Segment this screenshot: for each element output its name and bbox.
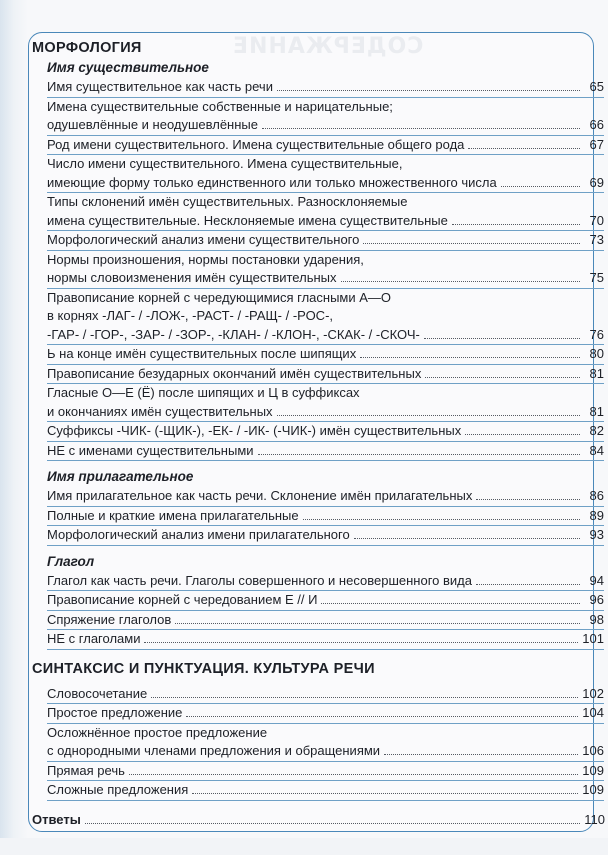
toc-entry-line — [47, 384, 604, 403]
dot-leader — [501, 186, 580, 187]
dot-leader — [175, 623, 580, 624]
toc-entry-line — [47, 251, 604, 270]
page-number: 73 — [589, 232, 604, 247]
toc-entry[interactable] — [47, 762, 604, 782]
toc-entry[interactable] — [47, 611, 604, 631]
toc-entry-line — [47, 345, 604, 364]
page-number: 65 — [589, 79, 604, 94]
toc-entry-line — [47, 422, 604, 441]
dot-leader — [129, 774, 578, 775]
ghost-heading: СОДЕРЖАНИЕ — [232, 34, 424, 59]
toc-entry-text: Число имени существительного. Имена существительные, — [47, 156, 403, 171]
toc-entry-text: Морфологический анализ имени прилагательного — [47, 527, 350, 542]
toc-entry[interactable] — [47, 384, 604, 422]
toc-entry-text: Словосочетание — [47, 685, 148, 701]
toc-entry[interactable] — [47, 155, 604, 193]
toc-entry-line — [47, 193, 604, 212]
dot-leader — [85, 823, 580, 824]
toc-entry[interactable] — [47, 365, 604, 385]
subsection-title: Имя прилагательное — [47, 469, 194, 484]
bottom-strip — [0, 838, 608, 855]
dot-leader — [476, 584, 580, 585]
toc-entry-text: Суффиксы -ЧИК- (-ЩИК-), -ЕК- / -ИК- (-ЧИК-) имён существительных — [47, 423, 462, 438]
toc-entry-line — [47, 155, 604, 174]
dot-leader — [452, 224, 580, 225]
dot-leader — [468, 148, 580, 149]
toc-entry-line — [47, 365, 604, 384]
toc-entry-text: Правописание безударных окончаний имён существительных — [47, 365, 422, 381]
toc-entry-line — [47, 174, 604, 193]
page-number: 86 — [589, 488, 604, 503]
toc-entry-line — [47, 572, 604, 591]
toc-entry[interactable] — [47, 724, 604, 762]
toc-entry-line — [47, 403, 604, 422]
toc-entry[interactable] — [47, 442, 604, 462]
dot-leader — [144, 642, 578, 643]
dot-leader — [277, 90, 580, 91]
toc-entry-text: НЕ с именами существительными — [47, 442, 254, 458]
toc-entry-line — [47, 326, 604, 345]
toc-entry-text: с однородными членами предложения и обращениями — [47, 743, 381, 758]
page-number: 81 — [589, 365, 604, 381]
dot-leader — [186, 716, 578, 717]
page-number: 76 — [589, 326, 604, 342]
toc-entry-text: Имя прилагательное как часть речи. Склонение имён прилагательных — [47, 488, 473, 503]
toc-entry-text: НЕ с глаголами — [47, 631, 141, 646]
dot-leader — [354, 538, 580, 539]
page-number: 98 — [589, 611, 604, 627]
toc-entry-text: Спряжение глаголов — [47, 611, 172, 627]
toc-entry-line — [47, 289, 604, 308]
toc-entry-text: Полные и краткие имена прилагательные — [47, 507, 299, 523]
toc-entry-line — [47, 591, 604, 610]
dot-leader — [425, 377, 580, 378]
toc-entry[interactable] — [47, 251, 604, 289]
toc-entry-text: одушевлённые и неодушевлённые — [47, 117, 258, 132]
toc-entry-text: Прямая речь — [47, 762, 125, 778]
toc-entry-text: Осложнённое простое предложение — [47, 724, 268, 740]
page-number: 110 — [584, 811, 605, 827]
page-number: 84 — [589, 442, 604, 458]
toc-entry[interactable] — [47, 507, 604, 527]
toc-entry-text: имеющие форму только единственного или только множественного числа — [47, 174, 497, 190]
toc-entry[interactable] — [47, 591, 604, 611]
page-number: 66 — [589, 117, 604, 132]
toc-entry[interactable] — [47, 193, 604, 231]
answers-entry[interactable] — [32, 810, 605, 830]
answers-label: Ответы — [32, 811, 81, 827]
toc-entry-line — [47, 685, 604, 704]
toc-entry[interactable] — [47, 78, 604, 98]
page-number: 80 — [589, 346, 604, 361]
page-number: 67 — [589, 136, 604, 152]
toc-entry[interactable] — [47, 345, 604, 365]
toc-entry-line — [47, 231, 604, 250]
toc-entry-line — [47, 116, 604, 135]
toc-entry-line — [47, 526, 604, 545]
toc-entry-line — [47, 487, 604, 506]
subsection-title: Глагол — [47, 553, 95, 569]
page-number: 89 — [589, 507, 604, 523]
toc-entry-text: Морфологический анализ имени существительного — [47, 232, 360, 247]
toc-entry-line — [47, 78, 604, 97]
table-of-contents — [32, 38, 605, 830]
toc-entry-text: Нормы произношения, нормы постановки ударения, — [47, 251, 364, 267]
toc-entry[interactable] — [47, 487, 604, 507]
toc-entry-text: Сложные предложения — [47, 782, 189, 797]
page-number: 109 — [582, 762, 604, 778]
page-number: 70 — [589, 212, 604, 228]
toc-entry-line — [47, 630, 604, 649]
dot-leader — [303, 519, 580, 520]
toc-entry-text: Гласные О—Е (Ё) после шипящих и Ц в суффиксах — [47, 385, 360, 400]
dot-leader — [360, 357, 580, 358]
dot-leader — [321, 603, 580, 604]
toc-entry[interactable] — [47, 572, 604, 592]
subsection-title: Имя существительное — [47, 60, 209, 75]
dot-leader — [151, 697, 578, 698]
toc-entry[interactable] — [47, 781, 604, 801]
section-gap — [32, 801, 602, 810]
toc-entry-line — [47, 704, 604, 723]
toc-entry-text: Простое предложение — [47, 705, 183, 720]
toc-entry-text: Типы склонений имён существительных. Разносклоняемые — [47, 194, 408, 209]
toc-entry-text: в корнях -ЛАГ- / -ЛОЖ-, -РАСТ- / -РАЩ- / -РОС-, — [47, 308, 334, 323]
toc-entry-text: -ГАР- / -ГОР-, -ЗАР- / -ЗОР-, -КЛАН- / -КЛОН-, -СКАК- / -СКОЧ- — [47, 326, 420, 342]
toc-entry[interactable] — [47, 136, 604, 156]
dot-leader — [262, 128, 580, 129]
toc-entry-line — [47, 212, 604, 231]
toc-entry-line — [47, 98, 604, 117]
toc-entry-line — [47, 307, 604, 326]
dot-leader — [424, 338, 580, 339]
toc-entry-text: имена существительные. Несклоняемые имена существительные — [47, 212, 448, 228]
dot-leader — [363, 243, 580, 244]
toc-entry-text: Имя существительное как часть речи — [47, 79, 273, 94]
toc-entry-text: Ь на конце имён существительных после шипящих — [47, 346, 357, 361]
toc-entry-line — [47, 269, 604, 288]
page-number: 81 — [589, 403, 604, 419]
toc-entry-line — [47, 442, 604, 461]
toc-entry-text: Правописание корней с чередованием Е // И — [47, 592, 318, 607]
toc-entry-text: Имена существительные собственные и нарицательные; — [47, 98, 393, 114]
dot-leader — [465, 434, 580, 435]
toc-entry-text: Правописание корней с чередующимися гласными А—О — [47, 289, 392, 305]
toc-entry-text: Глагол как часть речи. Глаголы совершенного и несовершенного вида — [47, 572, 472, 588]
page-number: 96 — [589, 592, 604, 607]
toc-entry-text: Род имени существительного. Имена существительные общего рода — [47, 136, 465, 152]
toc-entry-text: нормы словоизменения имён существительных — [47, 270, 337, 285]
toc-entry-line — [47, 611, 604, 630]
toc-entry[interactable] — [47, 422, 604, 442]
page-number: 93 — [589, 527, 604, 542]
section-title: СИНТАКСИС И ПУНКТУАЦИЯ. КУЛЬТУРА РЕЧИ — [32, 660, 375, 677]
page-number: 75 — [589, 270, 604, 285]
toc-entry-line — [47, 136, 604, 155]
dot-leader — [258, 454, 580, 455]
toc-entry-text: и окончаниях имён существительных — [47, 403, 273, 419]
toc-entry[interactable] — [47, 704, 604, 724]
toc-entry-line — [47, 781, 604, 800]
page-number: 102 — [582, 685, 604, 701]
page-number: 109 — [582, 782, 604, 797]
section-gap — [32, 650, 602, 659]
page-number: 101 — [582, 631, 604, 646]
toc-entry-line — [47, 742, 604, 761]
toc-entry[interactable] — [47, 630, 604, 650]
toc-entry[interactable] — [47, 231, 604, 251]
page-number: 82 — [589, 423, 604, 438]
toc-entry[interactable] — [47, 98, 604, 136]
toc-entry-line — [47, 507, 604, 526]
dot-leader — [384, 754, 578, 755]
page-number: 94 — [589, 572, 604, 588]
toc-entry-line — [47, 762, 604, 781]
dot-leader — [192, 793, 578, 794]
toc-entry[interactable] — [47, 526, 604, 546]
page-number: 69 — [589, 174, 604, 190]
dot-leader — [476, 499, 580, 500]
page-number: 104 — [582, 705, 604, 720]
toc-entry[interactable] — [47, 289, 604, 346]
page-number: 106 — [582, 743, 604, 758]
dot-leader — [341, 281, 581, 282]
section-title: МОРФОЛОГИЯ — [32, 40, 142, 56]
toc-entry-line — [47, 724, 604, 743]
toc-entry[interactable] — [47, 685, 604, 705]
dot-leader — [277, 415, 580, 416]
